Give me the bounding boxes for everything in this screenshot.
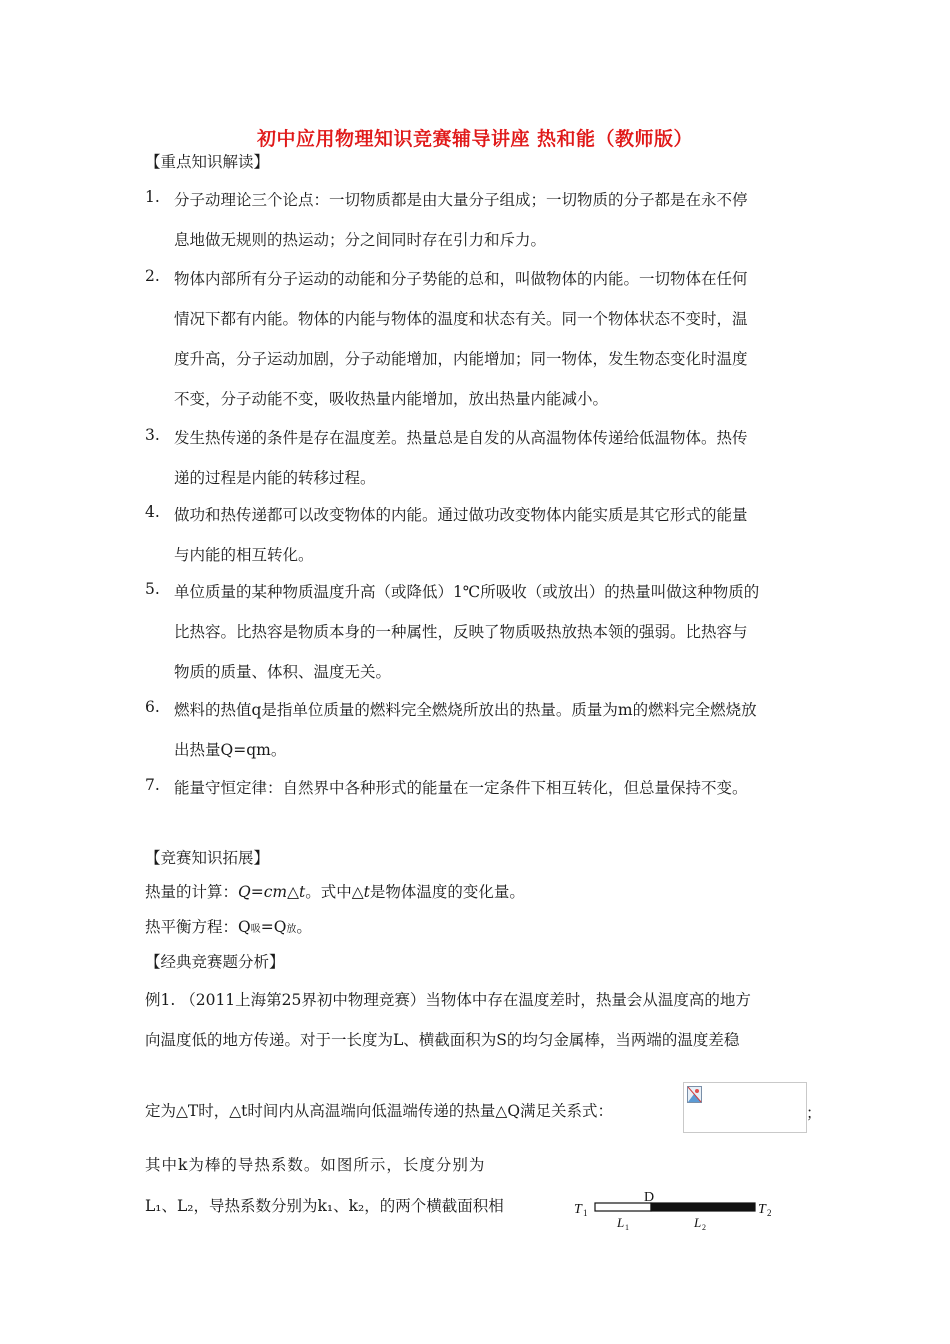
list-item-number: 3.: [145, 426, 160, 444]
balance-sub-release: 放: [286, 924, 297, 935]
list-item-line: 做功和热传递都可以改变物体的内能。通过做功改变物体内能实质是其它形式的能量: [174, 506, 748, 524]
list-item-number: 1.: [145, 188, 160, 206]
label-D: D: [644, 1190, 655, 1205]
section-heading-extension: 【竞赛知识拓展】: [145, 849, 270, 867]
heat-balance-line: [145, 915, 312, 937]
example-line: 例1. （2011上海第25界初中物理竞赛）当物体中存在温度差时，热量会从温度高的地方: [145, 991, 751, 1009]
list-item-number: 6.: [145, 698, 160, 716]
label-L1: L: [617, 1215, 625, 1230]
heat-formula-prefix: 热量的计算：: [145, 883, 239, 901]
example-line: 定为△T时，△t时间内从高温端向低温端传递的热量△Q满足关系式：: [145, 1102, 614, 1120]
label-L2: L: [694, 1215, 702, 1230]
heat-formula: Q=cm△t: [238, 883, 306, 901]
label-T2-sub: 2: [767, 1208, 772, 1218]
label-T1: T: [574, 1202, 582, 1217]
section-heading-analysis: 【经典竞赛题分析】: [145, 953, 285, 971]
label-T1-sub: 1: [583, 1208, 588, 1218]
label-T2: T: [758, 1202, 766, 1217]
broken-image-icon: [687, 1086, 702, 1103]
balance-sub-absorb: 吸: [250, 924, 261, 935]
list-item-line: 出热量Q=qm。: [174, 741, 287, 759]
list-item-line: 能量守恒定律：自然界中各种形式的能量在一定条件下相互转化，但总量保持不变。: [174, 779, 748, 797]
rod-diagram: [570, 1185, 780, 1233]
list-item-number: 7.: [145, 776, 160, 794]
section-heading-key-knowledge: 【重点知识解读】: [145, 153, 270, 171]
example-line: L₁、L₂，导热系数分别为k₁、k₂，的两个横截面积相: [145, 1197, 504, 1215]
heat-formula-line: [145, 880, 525, 902]
example-line: 向温度低的地方传递。对于一长度为L、横截面积为S的均匀金属棒，当两端的温度差稳: [145, 1031, 740, 1049]
list-item-line: 递的过程是内能的转移过程。: [174, 469, 376, 487]
formula-image-placeholder: [683, 1082, 807, 1133]
list-item-line: 物体内部所有分子运动的动能和分子势能的总和，叫做物体的内能。一切物体在任何: [174, 270, 748, 288]
list-item-line: 物质的质量、体积、温度无关。: [174, 663, 392, 681]
list-item-line: 情况下都有内能。物体的内能与物体的温度和状态有关。同一个物体状态不变时，温: [174, 310, 748, 328]
heat-formula-mid: 。式中△: [305, 883, 364, 901]
list-item-line: 燃料的热值q是指单位质量的燃料完全燃烧所放出的热量。质量为m的燃料完全燃烧放: [174, 701, 757, 719]
balance-eq: =Q: [260, 918, 287, 936]
list-item-line: 单位质量的某种物质温度升高（或降低）1℃所吸收（或放出）的热量叫做这种物质的: [174, 583, 760, 601]
rod-diagram-svg: [570, 1185, 780, 1233]
balance-end: 。: [296, 918, 312, 936]
label-L1-sub: 1: [625, 1223, 629, 1232]
list-item-number: 2.: [145, 267, 160, 285]
example-line: 其中k为棒的导热系数。如图所示，长度分别为: [145, 1156, 486, 1174]
list-item-line: 分子动理论三个论点：一切物质都是由大量分子组成；一切物质的分子都是在永不停: [174, 191, 748, 209]
list-item-line: 度升高，分子运动加剧，分子动能增加，内能增加；同一物体，发生物态变化时温度: [174, 350, 748, 368]
page-title: 初中应用物理知识竞赛辅导讲座 热和能（教师版）: [256, 128, 694, 150]
list-item-line: 不变，分子动能不变，吸收热量内能增加，放出热量内能减小。: [174, 390, 609, 408]
list-item-line: 发生热传递的条件是存在温度差。热量总是自发的从高温物体传递给低温物体。热传: [174, 429, 748, 447]
heat-formula-suffix: 是物体温度的变化量。: [369, 883, 525, 901]
heat-formula-t: t: [363, 883, 370, 901]
label-L2-sub: 2: [702, 1223, 706, 1232]
list-item-line: 比热容。比热容是物质本身的一种属性，反映了物质吸热放热本领的强弱。比热容与: [174, 623, 748, 641]
list-item-number: 4.: [145, 503, 160, 521]
list-item-number: 5.: [145, 580, 160, 598]
list-item-line: 与内能的相互转化。: [174, 546, 314, 564]
example-line-end: ；: [806, 1104, 822, 1122]
list-item-line: 息地做无规则的热运动；分之间同时存在引力和斥力。: [174, 231, 547, 249]
balance-prefix: 热平衡方程：Q: [145, 918, 251, 936]
